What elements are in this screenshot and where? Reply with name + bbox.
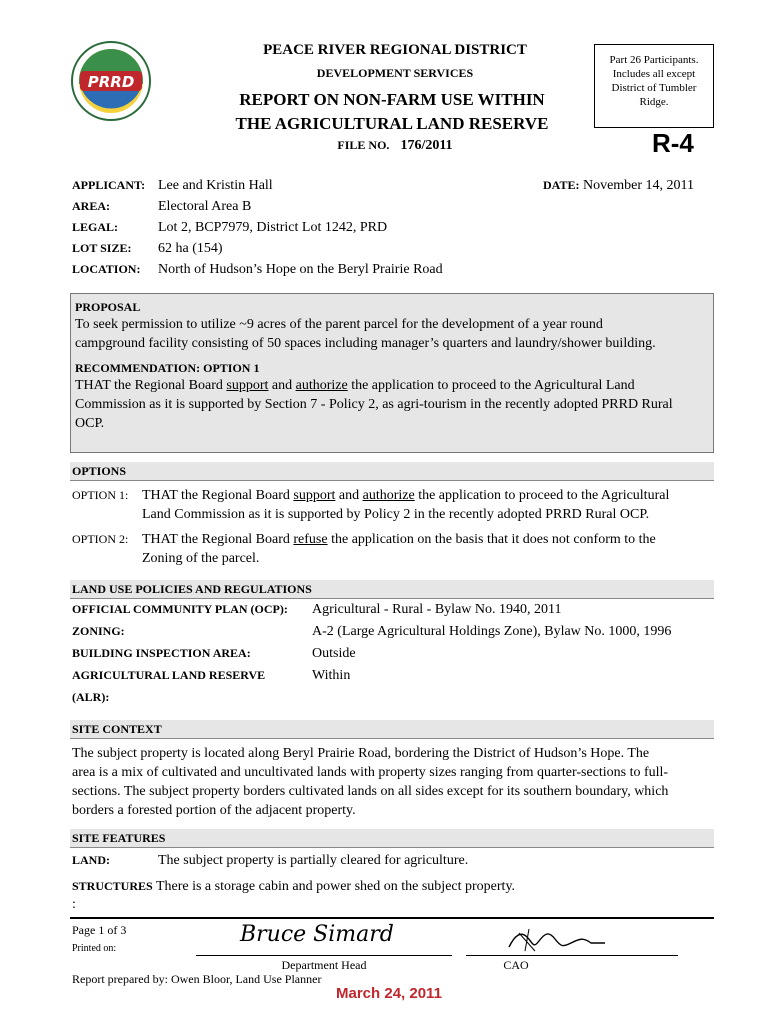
option-2-label: OPTION 2: xyxy=(72,532,129,546)
printed-on: Printed on: xyxy=(72,943,117,954)
participants-line4: Ridge. xyxy=(639,96,669,108)
file-label: FILE NO. xyxy=(337,138,390,152)
site-context-body xyxy=(72,744,717,820)
recommendation-line1: THAT the Regional Board support and authorize the application to proceed to the Agricultural Land xyxy=(75,378,635,393)
cao-label: CAO xyxy=(503,958,529,972)
site-context-line3: sections. The subject property borders cultivated lands on all sides except for its southern boundary, which xyxy=(72,784,669,799)
site-context-heading: SITE CONTEXT xyxy=(72,722,162,736)
option-1-text: THAT the Regional Board support and authorize the application to proceed to the Agricultural xyxy=(142,488,670,503)
dept-head-label: Department Head xyxy=(281,958,367,972)
participants-line2: Includes all except xyxy=(612,68,696,80)
proposal-line2: campground facility consisting of 50 spaces including manager’s quarters and laundry/shower building. xyxy=(75,336,656,351)
recommendation-line2: Commission as it is supported by Section 7 - Policy 2, as agri-tourism in the recently adopted PRRD Rural xyxy=(75,397,673,412)
land-use-table xyxy=(72,602,717,708)
dept-name: DEVELOPMENT SERVICES xyxy=(316,66,474,80)
dept-head-signature: Bruce Simard xyxy=(240,922,394,947)
land-row xyxy=(72,853,468,869)
authorize-text: authorize xyxy=(295,378,348,393)
prrd-logo xyxy=(70,40,152,122)
report-code: R-4 xyxy=(652,128,694,158)
structures-label: STRUCTURES xyxy=(72,879,153,893)
info-label: LOT SIZE: xyxy=(72,241,132,255)
info-value: Electoral Area B xyxy=(158,199,252,214)
page-number: Page 1 of 3 xyxy=(72,923,127,937)
structures-colon: : xyxy=(72,897,76,912)
site-context-bar xyxy=(70,720,714,739)
land-use-row xyxy=(72,646,717,668)
land-label: LAND: xyxy=(72,853,110,867)
option-1 xyxy=(72,486,717,524)
land-use-value: Agricultural - Rural - Bylaw No. 1940, 2011 xyxy=(312,602,562,617)
org-name: PEACE RIVER REGIONAL DISTRICT xyxy=(263,42,527,58)
land-value: The subject property is partially cleared for agriculture. xyxy=(158,853,469,868)
recommendation-heading: RECOMMENDATION: OPTION 1 xyxy=(75,361,260,375)
info-label: AREA: xyxy=(72,199,110,213)
site-features-heading: SITE FEATURES xyxy=(72,831,166,845)
support-text: support xyxy=(226,378,269,393)
proposal-heading: PROPOSAL xyxy=(75,300,141,314)
land-use-value: Outside xyxy=(312,646,356,661)
stamp-date: March 24, 2011 xyxy=(336,985,442,1002)
info-label: LOCATION: xyxy=(72,262,141,276)
report-title-line2: THE AGRICULTURAL LAND RESERVE xyxy=(235,114,549,133)
participants-line1: Part 26 Participants. xyxy=(609,54,699,66)
land-use-label: AGRICULTURAL LAND RESERVE xyxy=(72,668,266,682)
info-value: Lee and Kristin Hall xyxy=(158,178,273,193)
date-value: November 14, 2011 xyxy=(582,178,695,193)
land-use-value: A-2 (Large Agricultural Holdings Zone), Bylaw No. 1000, 1996 xyxy=(312,624,672,639)
land-use-label: OFFICIAL COMMUNITY PLAN (OCP): xyxy=(72,602,288,616)
prepared-by: Report prepared by: Owen Bloor, Land Use Planner xyxy=(72,972,322,986)
info-row xyxy=(72,178,443,199)
info-row xyxy=(72,262,443,283)
option-1-line2: Land Commission as it is supported by Policy 2 in the recently adopted PRRD Rural OCP. xyxy=(142,507,650,522)
info-label: LEGAL: xyxy=(72,220,119,234)
recommendation-line3: OCP. xyxy=(75,416,105,431)
land-use-row xyxy=(72,690,717,708)
report-date xyxy=(543,178,694,194)
dept-head-line xyxy=(196,955,452,956)
info-row xyxy=(72,220,443,241)
info-row xyxy=(72,241,443,262)
file-value: 176/2011 xyxy=(400,138,453,153)
option-2-line2: Zoning of the parcel. xyxy=(142,551,260,566)
land-use-row xyxy=(72,668,717,690)
structures-value: There is a storage cabin and power shed on the subject property. xyxy=(155,879,516,894)
site-features-bar xyxy=(70,829,714,848)
info-row xyxy=(72,199,443,220)
site-context-line2: area is a mix of cultivated and uncultivated lands with property sizes ranging from quarter-sections to full- xyxy=(72,765,669,780)
option-2-text: THAT the Regional Board refuse the application on the basis that it does not conform to the xyxy=(142,532,656,547)
file-number xyxy=(260,138,530,154)
land-use-row xyxy=(72,624,717,646)
logo-text: PRRD xyxy=(87,73,135,91)
structures-row xyxy=(72,879,515,895)
proposal-line1: To seek permission to utilize ~9 acres of the parent parcel for the development of a year round xyxy=(75,317,603,332)
report-title xyxy=(212,88,572,136)
applicant-info xyxy=(72,178,443,283)
footer-divider xyxy=(70,917,714,919)
options-heading: OPTIONS xyxy=(72,464,127,478)
land-use-value: Within xyxy=(312,668,351,683)
info-label: APPLICANT: xyxy=(72,178,146,192)
alr-suffix: (ALR): xyxy=(72,690,110,704)
info-value: Lot 2, BCP7979, District Lot 1242, PRD xyxy=(158,220,388,235)
proposal-box xyxy=(70,293,714,453)
land-use-row xyxy=(72,602,717,624)
date-label: DATE: xyxy=(543,178,580,192)
land-use-label: ZONING: xyxy=(72,624,125,638)
site-context-line4: borders a forested portion of the adjacent property. xyxy=(72,803,356,818)
cao-signature xyxy=(505,925,615,955)
cao-line xyxy=(466,955,678,956)
info-value: 62 ha (154) xyxy=(158,241,223,256)
land-use-label: BUILDING INSPECTION AREA: xyxy=(72,646,251,660)
options-bar xyxy=(70,462,714,481)
site-context-line1: The subject property is located along Beryl Prairie Road, bordering the District of Hudson’s Hope. The xyxy=(72,746,650,761)
option-2 xyxy=(72,530,717,568)
info-value: North of Hudson’s Hope on the Beryl Prairie Road xyxy=(158,262,443,277)
report-title-line1: REPORT ON NON-FARM USE WITHIN xyxy=(239,90,545,109)
option-1-label: OPTION 1: xyxy=(72,488,129,502)
land-use-heading: LAND USE POLICIES AND REGULATIONS xyxy=(72,582,312,596)
participants-box xyxy=(594,44,714,128)
participants-line3: District of Tumbler xyxy=(611,82,697,94)
